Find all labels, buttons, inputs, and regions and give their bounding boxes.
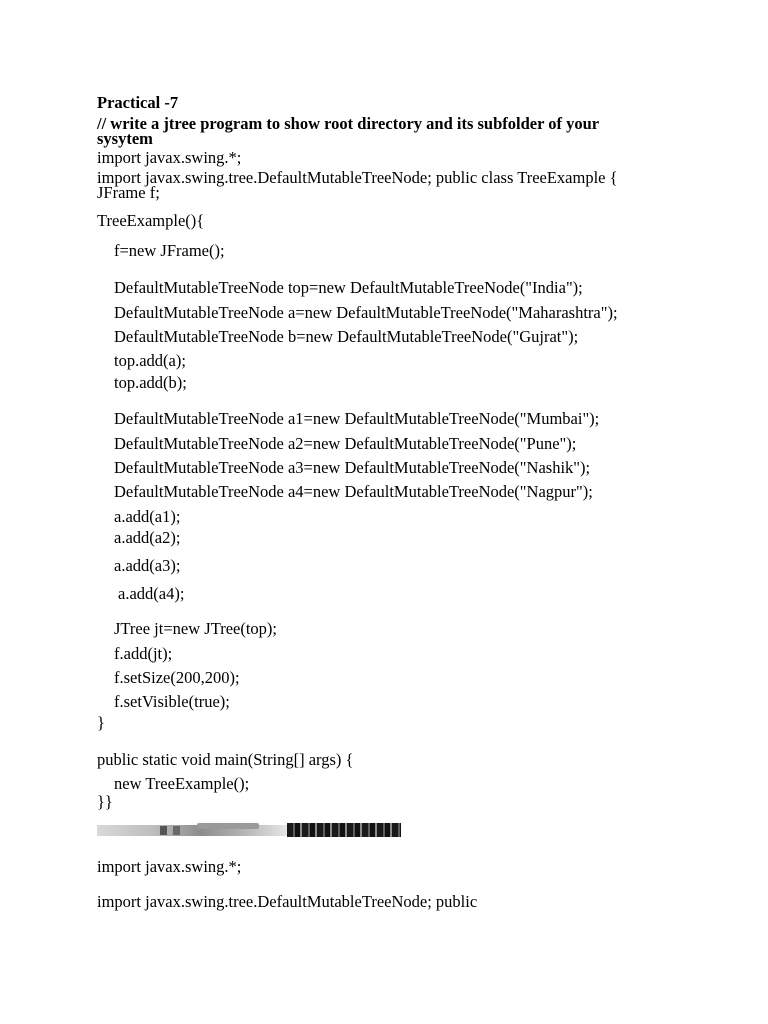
code-line: DefaultMutableTreeNode top=new DefaultMutableTreeNode("India"); [114,278,583,297]
code-line: f.setVisible(true); [114,692,230,711]
code-line: f.setSize(200,200); [114,668,240,687]
code-line: f=new JFrame(); [114,241,225,260]
code-line: a.add(a4); [118,584,185,603]
code-line: import javax.swing.tree.DefaultMutableTreeNode; public [97,892,478,911]
code-line: } [97,713,105,732]
comment-line-2: sysytem [97,129,153,148]
code-line: import javax.swing.*; [97,148,242,167]
comment-line-1: // write a jtree program to show root directory and its subfolder of your [97,114,600,133]
code-line: DefaultMutableTreeNode a1=new DefaultMutableTreeNode("Mumbai"); [114,409,600,428]
code-line: a.add(a2); [114,528,181,547]
code-line: DefaultMutableTreeNode a3=new DefaultMutableTreeNode("Nashik"); [114,458,591,477]
code-line: top.add(a); [114,351,186,370]
code-line: public static void main(String[] args) { [97,750,354,769]
code-line: DefaultMutableTreeNode a4=new DefaultMutableTreeNode("Nagpur"); [114,482,593,501]
code-line: f.add(jt); [114,644,173,663]
code-line: top.add(b); [114,373,187,392]
code-line: a.add(a3); [114,556,181,575]
code-line: DefaultMutableTreeNode b=new DefaultMutableTreeNode("Gujrat"); [114,327,579,346]
document-title: Practical -7 [97,93,179,112]
code-line: DefaultMutableTreeNode a=new DefaultMutableTreeNode("Maharashtra"); [114,303,618,322]
code-line: a.add(a1); [114,507,181,526]
blurred-banner-image [97,822,401,838]
code-line: DefaultMutableTreeNode a2=new DefaultMutableTreeNode("Pune"); [114,434,577,453]
code-line: new TreeExample(); [114,774,250,793]
code-line: JTree jt=new JTree(top); [114,619,277,638]
code-line: TreeExample(){ [97,211,205,230]
code-line: }} [97,792,113,811]
code-line: JFrame f; [97,183,160,202]
code-line: import javax.swing.*; [97,857,242,876]
code-line: import javax.swing.tree.DefaultMutableTreeNode; public class TreeExample { [97,168,618,187]
